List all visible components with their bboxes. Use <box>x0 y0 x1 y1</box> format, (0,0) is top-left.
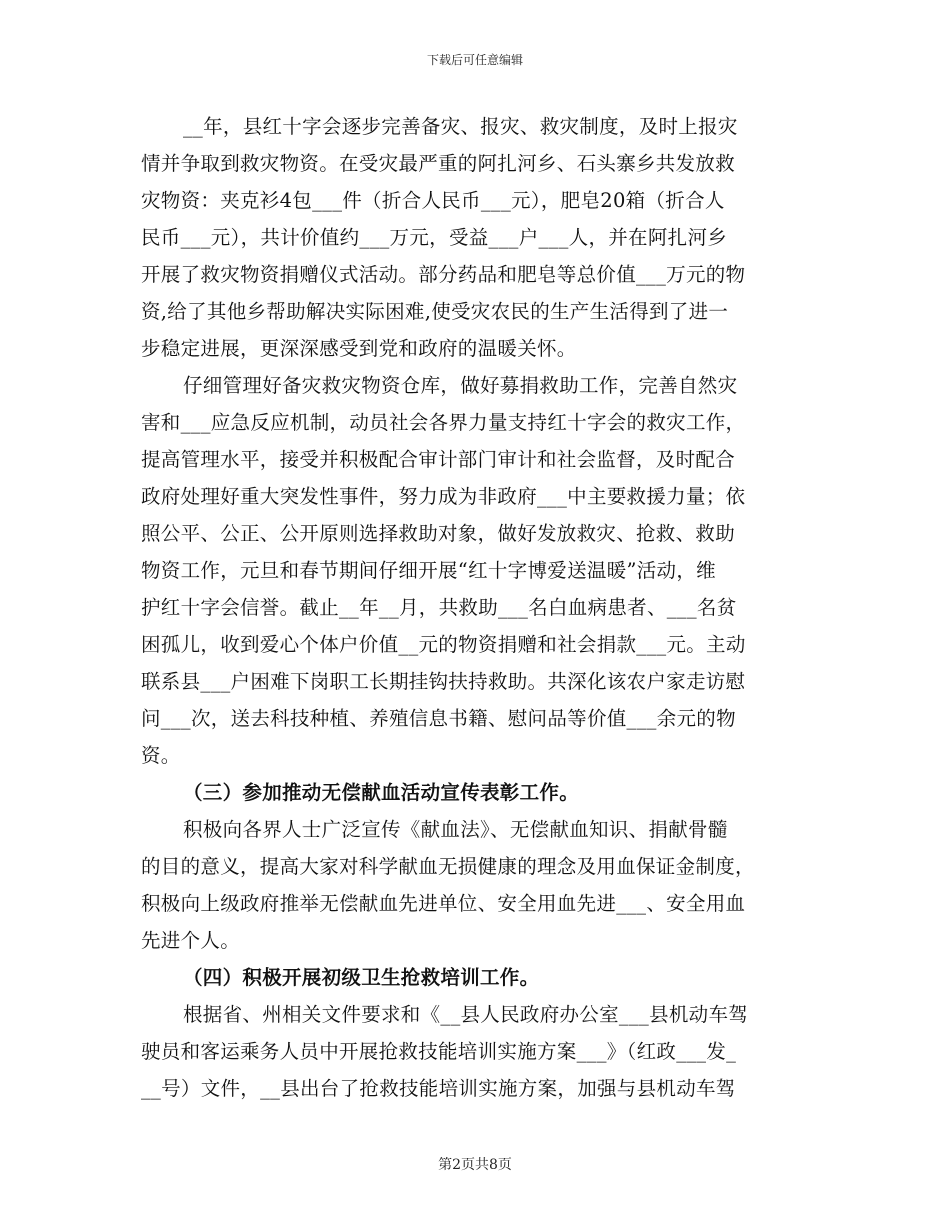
page-footer: 第2页共8页 <box>438 1157 512 1173</box>
text-line: 资,给了其他乡帮助解决实际困难,使受灾农民的生产生活得到了进一 <box>141 300 729 323</box>
text-line: 困孤儿，收到爱心个体户价值__元的物资捐赠和社会捐款___元。主动 <box>141 633 746 656</box>
text-line: 问___次，送去科技种植、养殖信息书籍、慰问品等价值___余元的物 <box>141 707 736 730</box>
text-line: 资。 <box>141 744 181 767</box>
text-line: 护红十字会信誉。截止__年__月，共救助___名白血病患者、___名贫 <box>141 596 737 619</box>
text-line: 害和___应急反应机制，动员社会各界力量支持红十字会的救灾工作， <box>141 411 746 434</box>
text-line: 民币___元），共计价值约___万元，受益___户___人，并在阿扎河乡 <box>141 226 728 249</box>
text-line: 仔细管理好备灾救灾物资仓库，做好募捐救助工作，完善自然灾 <box>183 374 738 397</box>
text-line: 积极向上级政府推举无偿献血先进单位、安全用血先进___、安全用血 <box>141 892 746 915</box>
text-line: 的目的意义，提高大家对科学献血无损健康的理念及用血保证金制度， <box>141 855 755 878</box>
text-line: 先进个人。 <box>141 929 241 952</box>
text-line: 步稳定进展，更深深感受到党和政府的温暖关怀。 <box>141 337 577 360</box>
text-line: 开展了救灾物资捐赠仪式活动。部分药品和肥皂等总价值___万元的物 <box>141 263 746 286</box>
text-line: __号）文件，__县出台了抢救技能培训实施方案，加强与县机动车驾 <box>141 1077 736 1100</box>
text-line: 灾物资：夹克衫4包___件（折合人民币___元），肥皂20箱（折合人 <box>141 189 725 212</box>
section-heading: （四）积极开展初级卫生抢救培训工作。 <box>183 966 540 989</box>
section-heading: （三）参加推动无偿献血活动宣传表彰工作。 <box>183 781 580 804</box>
text-line: 照公平、公正、公开原则选择救助对象，做好发放救灾、抢救、救助 <box>141 522 736 545</box>
text-line: 联系县___户困难下岗职工长期挂钩扶持救助。共深化该农户家走访慰 <box>141 670 746 693</box>
text-line: 积极向各界人士广泛宣传《献血法》、无偿献血知识、捐献骨髓 <box>183 818 728 841</box>
text-line: 政府处理好重大突发性事件，努力成为非政府___中主要救援力量；依 <box>141 485 746 508</box>
text-line: 物资工作，元旦和春节期间仔细开展“红十字博爱送温暖”活动，维 <box>141 559 716 582</box>
text-line: 根据省、州相关文件要求和《__县人民政府办公室___县机动车驾 <box>183 1003 749 1026</box>
page-header: 下载后可任意编辑 <box>426 53 523 67</box>
text-line: 驶员和客运乘务人员中开展抢救技能培训实施方案___》（红政___发_ <box>141 1040 737 1063</box>
text-line: 提高管理水平，接受并积极配合审计部门审计和社会监督，及时配合 <box>141 448 736 471</box>
text-line: __年，县红十字会逐步完善备灾、报灾、救灾制度，及时上报灾 <box>183 115 738 138</box>
text-line: 情并争取到救灾物资。在受灾最严重的阿扎河乡、石头寨乡共发放救 <box>141 152 736 175</box>
document-body <box>141 108 811 1107</box>
